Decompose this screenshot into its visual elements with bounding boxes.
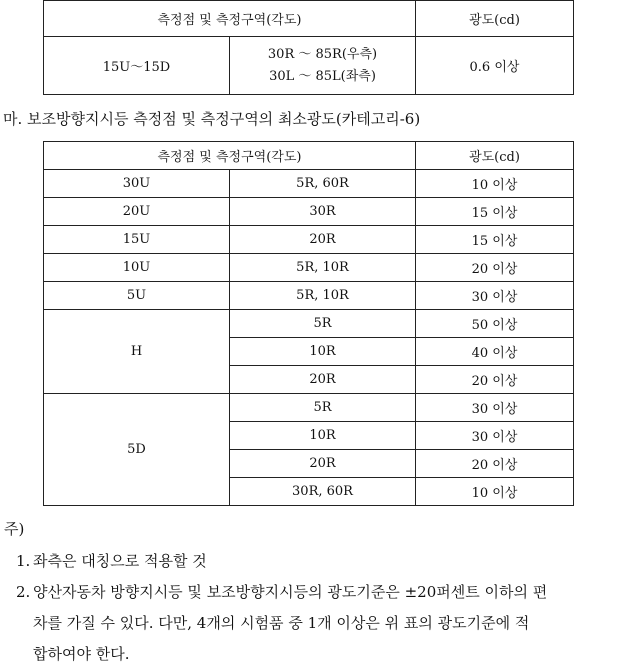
angle-left: 30L ～ 85L(좌측) [269, 68, 376, 84]
angle-right: 30R ～ 85R(우측) [267, 46, 378, 62]
notes-heading: 주) [4, 520, 25, 538]
intensity-value: 30 이상 [416, 422, 574, 450]
measurement-point: 30U [44, 170, 230, 198]
luminous-intensity-table-1 [43, 0, 574, 95]
intensity-value: 30 이상 [416, 282, 574, 310]
table-row [44, 198, 574, 226]
table-row [44, 310, 574, 338]
angle-range [230, 37, 416, 95]
note-text-continued: 합하여야 한다. [33, 645, 130, 663]
header-intensity: 광도(cd) [416, 1, 574, 37]
section-caption: 마. 보조방향지시등 측정점 및 측정구역의 최소광도(카테고리-6) [3, 110, 421, 128]
table-row [44, 254, 574, 282]
intensity-value: 50 이상 [416, 310, 574, 338]
angle: 30R, 60R [230, 478, 416, 506]
intensity-value: 20 이상 [416, 254, 574, 282]
intensity-value: 40 이상 [416, 338, 574, 366]
intensity-value: 20 이상 [416, 366, 574, 394]
angle: 10R [230, 422, 416, 450]
angle: 5R [230, 394, 416, 422]
note-number: 2. [16, 583, 31, 601]
intensity-value: 15 이상 [416, 226, 574, 254]
intensity-value: 20 이상 [416, 450, 574, 478]
note-item [16, 550, 207, 571]
table-row [44, 282, 574, 310]
intensity-value: 0.6 이상 [416, 37, 574, 95]
header-measurement-area: 측정점 및 측정구역(각도) [44, 1, 416, 37]
note-text: 양산자동차 방향지시등 및 보조방향지시등의 광도기준은 ±20퍼센트 이하의 편 [33, 583, 548, 601]
angle: 30R [230, 198, 416, 226]
intensity-value: 10 이상 [416, 478, 574, 506]
note-text-continued: 차를 가질 수 있다. 다만, 4개의 시험품 중 1개 이상은 위 표의 광도기준에 적 [33, 614, 530, 632]
angle: 5R, 10R [230, 254, 416, 282]
angle: 20R [230, 226, 416, 254]
note-number: 1. [16, 552, 31, 570]
luminous-intensity-table-2 [43, 141, 574, 506]
intensity-value: 30 이상 [416, 394, 574, 422]
measurement-point: 15U～15D [44, 37, 230, 95]
angle: 20R [230, 450, 416, 478]
measurement-point: 5D [44, 394, 230, 506]
measurement-point: H [44, 310, 230, 394]
angle: 5R, 10R [230, 282, 416, 310]
measurement-point: 5U [44, 282, 230, 310]
table-row [44, 394, 574, 422]
table-row [44, 226, 574, 254]
header-measurement-area: 측정점 및 측정구역(각도) [44, 142, 416, 170]
table-row [44, 170, 574, 198]
measurement-point: 20U [44, 198, 230, 226]
intensity-value: 15 이상 [416, 198, 574, 226]
header-intensity: 광도(cd) [416, 142, 574, 170]
measurement-point: 10U [44, 254, 230, 282]
angle: 20R [230, 366, 416, 394]
intensity-value: 10 이상 [416, 170, 574, 198]
note-text: 좌측은 대칭으로 적용할 것 [33, 552, 207, 570]
note-item [16, 581, 547, 602]
angle: 5R [230, 310, 416, 338]
angle: 5R, 60R [230, 170, 416, 198]
measurement-point: 15U [44, 226, 230, 254]
angle: 10R [230, 338, 416, 366]
